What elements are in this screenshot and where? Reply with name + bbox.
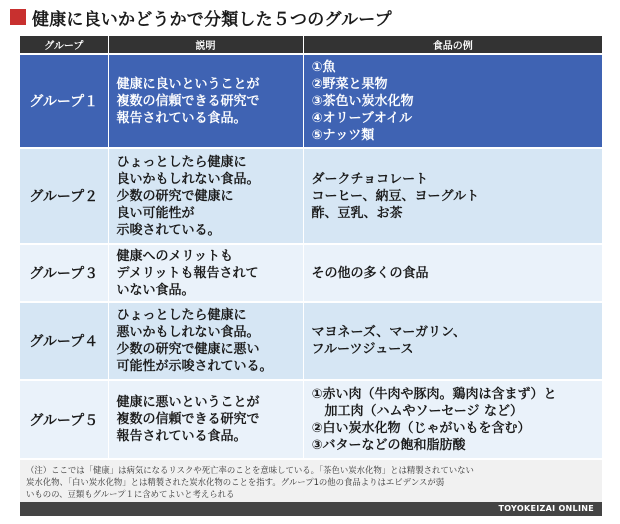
food-group-table	[20, 36, 602, 458]
food-item: コーヒー、納豆、ヨーグルト	[311, 188, 480, 204]
description-line: 健康に悪いということが	[116, 395, 260, 410]
food-item: フルーツジュース	[311, 342, 414, 357]
description-line: 複数の信頼できる研究で	[116, 93, 260, 109]
title-row	[10, 6, 392, 28]
group-description	[108, 54, 303, 148]
description-line: 少数の研究で健康に	[116, 188, 234, 204]
description-line: 複数の信頼できる研究で	[116, 412, 260, 427]
table-header-row	[20, 36, 602, 54]
description-line: 報告されている食品。	[116, 110, 247, 126]
group-name: グループ１	[20, 54, 108, 148]
food-item: ③バターなどの飽和脂肪酸	[311, 437, 466, 453]
group-description	[108, 244, 303, 302]
group-description	[108, 302, 303, 380]
footnote-line: （注）ここでは「健康」は病気になるリスクや死亡率のことを意味している。「茶色い炭水化物」とは精製されていない	[26, 465, 474, 475]
description-line: 悪いかもしれない食品。	[116, 325, 260, 340]
description-line: 示唆されている。	[116, 222, 221, 238]
header-group: グループ	[20, 36, 108, 54]
group-name: グループ４	[20, 302, 108, 380]
food-examples	[303, 148, 602, 244]
footnote-line: いものの、豆類もグループ１に含めてよいと考えられる	[26, 489, 235, 499]
food-item: 加工肉（ハムやソーセージ など）	[311, 403, 523, 419]
source-bar	[20, 502, 602, 516]
food-item: ②白い炭水化物（じゃがいもを含む）	[311, 420, 531, 436]
description-line: 健康へのメリットも	[116, 248, 233, 264]
table-row	[20, 244, 602, 302]
footnote	[20, 460, 602, 503]
table-row	[20, 302, 602, 380]
food-item: ダークチョコレート	[311, 171, 429, 187]
food-examples	[303, 54, 602, 148]
description-line: 報告されている食品。	[116, 429, 247, 444]
description-line: 少数の研究で健康に悪い	[116, 342, 260, 357]
table-row	[20, 54, 602, 148]
food-examples	[303, 244, 602, 302]
description-line: 健康に良いということが	[116, 76, 260, 92]
food-item: その他の多くの食品	[311, 265, 429, 281]
description-line: いない食品。	[116, 282, 195, 298]
group-name: グループ３	[20, 244, 108, 302]
description-line: ひょっとしたら健康に	[116, 308, 247, 323]
food-item: ①赤い肉（牛肉や豚肉。鶏肉は含まず）と	[311, 386, 557, 402]
food-examples	[303, 380, 602, 458]
description-line: 可能性が示唆されている。	[116, 359, 273, 374]
page-title: 健康に良いかどうかで分類した５つのグループ	[32, 9, 392, 30]
food-item: ⑤ナッツ類	[311, 127, 375, 143]
food-item: ②野菜と果物	[311, 76, 388, 92]
group-name: グループ５	[20, 380, 108, 458]
table-row	[20, 148, 602, 244]
title-marker	[10, 9, 26, 25]
food-item: ③茶色い炭水化物	[311, 93, 414, 109]
description-line: デメリットも報告されて	[116, 265, 259, 281]
header-description: 説明	[108, 36, 303, 54]
group-description	[108, 148, 303, 244]
food-item: ①魚	[311, 59, 336, 75]
group-description	[108, 380, 303, 458]
description-line: 良い可能性が	[116, 205, 195, 221]
footnote-line: 炭水化物、「白い炭水化物」とは精製された炭水化物のことを指す。グループ1の他の食品よりはエビデンスが弱	[26, 477, 445, 487]
table-row	[20, 380, 602, 458]
food-item: マヨネーズ、マーガリン、	[311, 325, 466, 340]
food-item: 酢、豆乳、お茶	[311, 205, 403, 221]
header-foods: 食品の例	[303, 36, 602, 54]
group-name: グループ２	[20, 148, 108, 244]
food-item: ④オリーブオイル	[311, 110, 413, 126]
description-line: 良いかもしれない食品。	[116, 171, 260, 187]
source-label: TOYOKEIZAI ONLINE	[498, 504, 594, 513]
food-examples	[303, 302, 602, 380]
description-line: ひょっとしたら健康に	[116, 154, 247, 170]
